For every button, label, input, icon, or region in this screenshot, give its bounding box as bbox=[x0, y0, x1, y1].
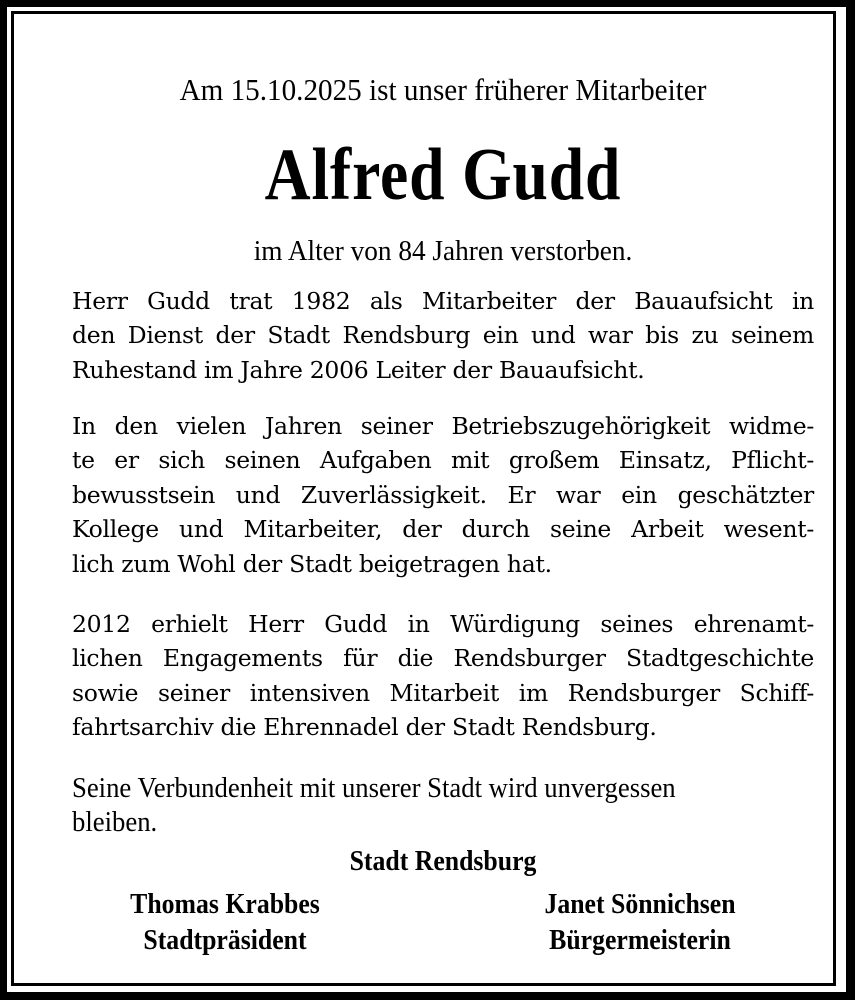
text-line: Ruhestand im Jahre 2006 Leiter der Bauaufsicht. bbox=[72, 355, 645, 384]
text-line: den Dienst der Stadt Rendsburg ein und war bis zu seinem bbox=[72, 321, 814, 350]
text-line: bewusstsein und Zuverlässigkeit. Er war ein geschätzter bbox=[72, 480, 814, 509]
text-line: Seine Verbundenheit mit unserer Stadt wird unvergessen bbox=[72, 772, 676, 804]
text-line: fahrtsarchiv die Ehrennadel der Stadt Rendsburg. bbox=[72, 713, 657, 742]
obituary-frame bbox=[11, 11, 836, 986]
intro-line: Am 15.10.2025 ist unser früherer Mitarbeiter bbox=[179, 72, 707, 107]
text-line: lichen Engagements für die Rendsburger Stadtgeschichte bbox=[72, 644, 814, 673]
paragraph-closing bbox=[72, 771, 814, 840]
paragraph-honor bbox=[72, 607, 814, 745]
signer-title: Stadtpräsident bbox=[143, 925, 307, 956]
text-line: te er sich seinen Aufgaben mit großem Einsatz, Pflicht- bbox=[72, 446, 814, 475]
signer-name: Thomas Krabbes bbox=[130, 889, 320, 920]
text-line: sowie seiner intensiven Mitarbeit im Rendsburger Schiff- bbox=[72, 678, 814, 707]
text-line: Kollege und Mitarbeiter, der durch seine Arbeit wesent- bbox=[72, 515, 814, 544]
text-line: 2012 erhielt Herr Gudd in Würdigung seines ehrenamt- bbox=[72, 610, 814, 638]
text-line: Herr Gudd trat 1982 als Mitarbeiter der Bauaufsicht in bbox=[72, 287, 814, 315]
paragraph-dedication bbox=[72, 409, 814, 581]
text-line: lich zum Wohl der Stadt beigetragen hat. bbox=[72, 549, 552, 578]
deceased-name: Alfred Gudd bbox=[264, 134, 622, 216]
signer-left bbox=[60, 887, 390, 959]
text-line: bleiben. bbox=[72, 806, 158, 839]
age-line: im Alter von 84 Jahren verstorben. bbox=[253, 235, 633, 267]
signer-name: Janet Sönnichsen bbox=[544, 889, 736, 920]
text-line: In den vielen Jahren seiner Betriebszugehörigkeit widme- bbox=[72, 412, 814, 440]
signer-right bbox=[475, 887, 805, 959]
signer-title: Bürgermeisterin bbox=[549, 925, 731, 956]
signature-organization: Stadt Rendsburg bbox=[349, 846, 537, 877]
paragraph-career bbox=[72, 284, 814, 387]
